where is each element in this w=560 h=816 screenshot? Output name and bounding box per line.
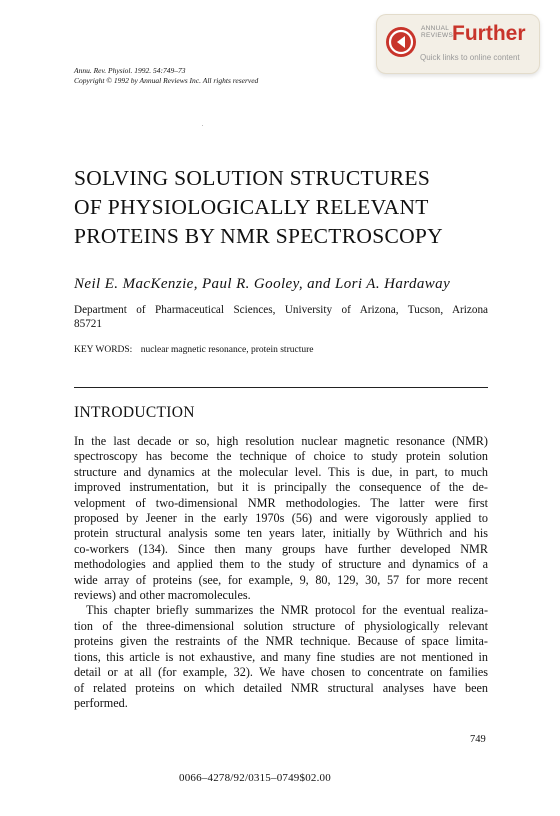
author-list: Neil E. MacKenzie, Paul R. Gooley, and Lori A. Hardaway [74, 276, 451, 292]
body-line: tions, this article is not exhaustive, and many fine studies are not mentioned in [74, 649, 488, 664]
section-heading: INTRODUCTION [74, 404, 195, 421]
annual-reviews-wordmark [421, 25, 453, 39]
citation-line-1: Annu. Rev. Physiol. 1992. 54:749–73 [74, 66, 186, 75]
body-line: In the last decade or so, high resolution nuclear magnetic resonance (NMR) [74, 434, 488, 448]
body-line: spectroscopy has become the technique of choice to study protein solution [74, 449, 488, 464]
body-line: of related proteins on which detailed NMR structural analyses have been [74, 680, 488, 695]
title-line: SOLVING SOLUTION STRUCTURES [74, 166, 431, 190]
badge-tagline: Quick links to online content [420, 53, 520, 62]
body-line: detail or at all (for example, 32). We have chosen to concentrate on families [74, 665, 488, 680]
body-line: proposed by Jeener in the early 1970s (56) and were vigorously applied to [74, 511, 488, 526]
badge-further-text: Further [452, 22, 526, 45]
badge-reviews-text: REVIEWS [421, 32, 454, 39]
page-number: 749 [470, 734, 486, 745]
body-line: structure and dynamics at the molecular level. This is due, in part, to much [74, 464, 488, 479]
keywords-value: nuclear magnetic resonance, protein structure [140, 345, 314, 355]
footer-code: 0066–4278/92/0315–0749$02.00 [179, 772, 331, 784]
body-line: proteins given the restraints of the NMR technique. Because of space limita- [74, 634, 488, 649]
body-line: reviews) and other macromolecules. [74, 588, 251, 603]
body-line: performed. [74, 695, 128, 710]
annual-reviews-further-badge[interactable] [376, 14, 540, 74]
title-line: PROTEINS BY NMR SPECTROSCOPY [74, 224, 444, 248]
affiliation [74, 303, 488, 331]
article-title [74, 164, 443, 251]
body-line: tion of the three-dimensional solution structure of physiologically relevant [74, 618, 488, 633]
section-divider [74, 387, 488, 388]
body-line: This chapter briefly summarizes the NMR protocol for the eventual realiza- [86, 603, 488, 618]
body-line: improved instrumentation, but it is principally the consequence of the de- [74, 480, 488, 495]
citation-line-2: Copyright © 1992 by Annual Reviews Inc. All rights reserved [74, 76, 259, 85]
body-line: velopment of two-dimensional NMR methodologies. The latter were first [74, 495, 488, 510]
affiliation-line-2: 85721 [74, 318, 102, 330]
body-line: protein structural analysis some ten years later, initially by Wüthrich and his [74, 526, 488, 541]
keywords-label: KEY WORDS: [74, 345, 133, 355]
body-text [74, 434, 488, 711]
body-line: co-workers (134). Since then many groups have further developed NMR [74, 541, 488, 556]
keywords [74, 345, 313, 355]
scan-speck [202, 125, 203, 126]
title-line: OF PHYSIOLOGICALLY RELEVANT [74, 195, 429, 219]
body-line: wide array of proteins (see, for example, 9, 80, 129, 30, 57 for more recent [74, 572, 488, 587]
body-line: methodologies and applied them to the study of structure and dynamics of a [74, 557, 488, 572]
journal-citation [74, 66, 258, 86]
speaker-arrow-icon [386, 27, 416, 57]
badge-annual-text: ANNUAL [421, 25, 450, 32]
affiliation-line-1: Department of Pharmaceutical Sciences, University of Arizona, Tucson, Arizona [74, 304, 488, 316]
